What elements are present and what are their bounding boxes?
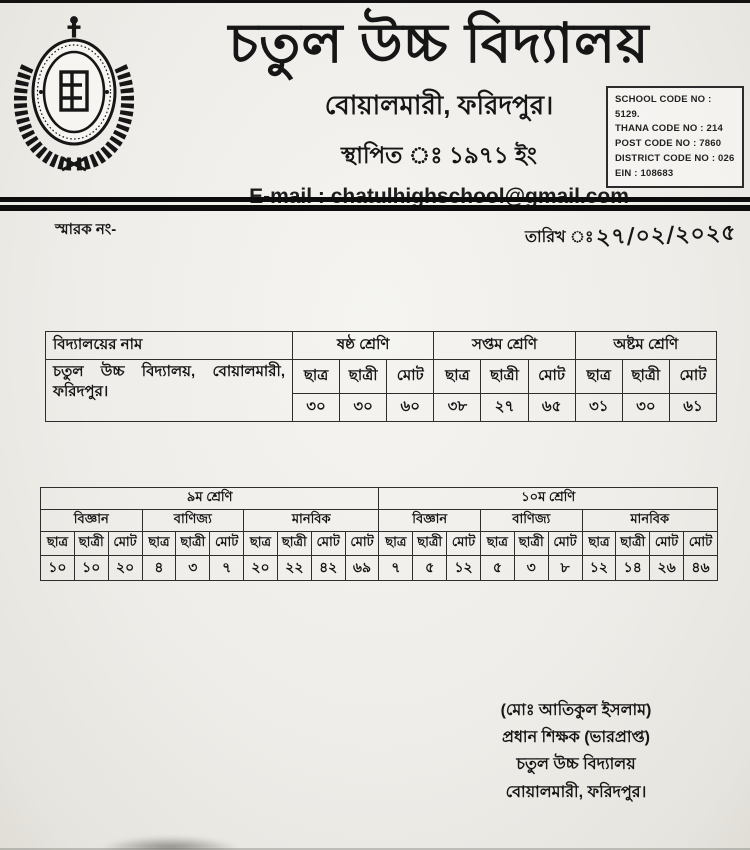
c9-grand-total: ৬৯ xyxy=(345,556,379,581)
class9-science-header: বিজ্ঞান xyxy=(41,510,143,532)
memo-date-row xyxy=(55,218,736,255)
c10-com-girls-h: ছাত্রী xyxy=(514,532,548,556)
class6-boys-value: ৩০ xyxy=(293,394,340,422)
c9-com-boys: ৪ xyxy=(142,556,176,581)
c9-com-girls: ৩ xyxy=(176,556,210,581)
class7-girls-value: ২৭ xyxy=(481,394,528,422)
c9-hum-total: ৪২ xyxy=(311,556,345,581)
post-code: POST CODE NO : 7860 xyxy=(615,138,722,150)
school-codes-box xyxy=(606,86,744,188)
signatory-school: চতুল উচ্চ বিদ্যালয় xyxy=(516,756,636,774)
class10-science-header: বিজ্ঞান xyxy=(379,510,481,532)
c9-hum-girls: ২২ xyxy=(277,556,311,581)
c10-com-boys: ৫ xyxy=(480,556,514,581)
c9-hum-total-h: মোট xyxy=(311,532,345,556)
c9-hum-boys: ২০ xyxy=(244,556,278,581)
school-name-cell: চতুল উচ্চ বিদ্যালয়, বোয়ালমারী, ফরিদপুর। xyxy=(46,360,293,422)
c10-grand-total-h: মোট xyxy=(684,532,718,556)
class6-girls-header: ছাত্রী xyxy=(340,360,387,394)
class10-humanities-header: মানবিক xyxy=(582,510,718,532)
c10-sci-boys: ৭ xyxy=(379,556,413,581)
signature-block xyxy=(443,697,709,806)
scan-edge-line xyxy=(0,0,750,3)
date-label: তারিখ ঃ xyxy=(525,229,594,246)
class6-boys-header: ছাত্র xyxy=(293,360,340,394)
c10-hum-boys-h: ছাত্র xyxy=(582,532,616,556)
c9-sci-girls-h: ছাত্রী xyxy=(74,532,108,556)
class10-header: ১০ম শ্রেণি xyxy=(379,488,718,510)
signatory-name: (মোঃ আতিকুল ইসলাম) xyxy=(500,702,652,719)
handwritten-date: ২৭/০২/২০২৫ xyxy=(595,219,737,251)
c10-sci-total: ১২ xyxy=(447,556,481,581)
class8-boys-header: ছাত্র xyxy=(575,360,622,394)
eiin-code: EIN : 108683 xyxy=(615,167,674,179)
school-logo-icon xyxy=(14,12,134,180)
c10-com-girls: ৩ xyxy=(514,556,548,581)
c9-sci-total-h: মোট xyxy=(108,532,142,556)
c9-sci-boys: ১০ xyxy=(41,556,75,581)
signatory-address: বোয়ালমারী, ফরিদপুর। xyxy=(505,783,647,801)
school-location: বোয়ালমারী, ফরিদপুর। xyxy=(324,89,554,120)
divider-rule-top xyxy=(0,197,750,202)
date-field xyxy=(525,218,736,255)
class9-header: ৯ম শ্রেণি xyxy=(41,488,379,510)
torch-icon xyxy=(68,17,80,37)
c10-com-total: ৮ xyxy=(548,556,582,581)
enrollment-table-class9-10 xyxy=(40,487,718,581)
c10-sci-boys-h: ছাত্র xyxy=(379,532,413,556)
class8-header: অষ্টম শ্রেণি xyxy=(575,332,716,360)
c10-hum-total: ২৬ xyxy=(650,556,684,581)
class9-humanities-header: মানবিক xyxy=(244,510,379,532)
c9-grand-total-h: মোট xyxy=(345,532,379,556)
class8-boys-value: ৩১ xyxy=(575,394,622,422)
divider-rule-bottom xyxy=(0,205,750,211)
c9-com-total-h: মোট xyxy=(210,532,244,556)
c10-sci-girls-h: ছাত্রী xyxy=(413,532,447,556)
c9-sci-boys-h: ছাত্র xyxy=(41,532,75,556)
c9-sci-girls: ১০ xyxy=(74,556,108,581)
class8-total-header: মোট xyxy=(669,360,716,394)
c10-hum-girls: ১৪ xyxy=(616,556,650,581)
c10-grand-total: ৪৬ xyxy=(684,556,718,581)
class9-commerce-header: বাণিজ্য xyxy=(142,510,244,532)
class7-total-header: মোট xyxy=(528,360,575,394)
c10-com-total-h: মোট xyxy=(548,532,582,556)
class6-header: ষষ্ঠ শ্রেণি xyxy=(293,332,434,360)
school-title: চতুল উচ্চ বিদ্যালয় xyxy=(228,12,650,74)
class8-girls-header: ছাত্রী xyxy=(622,360,669,394)
class8-total-value: ৬১ xyxy=(669,394,716,422)
established-year: স্থাপিত ঃ ১৯৭১ ইং xyxy=(341,141,537,168)
signatory-designation: প্রধান শিক্ষক (ভারপ্রাপ্ত) xyxy=(502,729,650,747)
c10-hum-girls-h: ছাত্রী xyxy=(616,532,650,556)
class7-boys-header: ছাত্র xyxy=(434,360,481,394)
c10-com-boys-h: ছাত্র xyxy=(480,532,514,556)
thana-code: THANA CODE NO : 214 xyxy=(615,123,723,135)
c10-sci-girls: ৫ xyxy=(413,556,447,581)
class7-header: সপ্তম শ্রেণি xyxy=(434,332,575,360)
c10-hum-boys: ১২ xyxy=(582,556,616,581)
class7-boys-value: ৩৮ xyxy=(434,394,481,422)
enrollment-table-class6-8 xyxy=(45,331,717,422)
c10-sci-total-h: মোট xyxy=(447,532,481,556)
school-code: SCHOOL CODE NO : 5129. xyxy=(615,94,712,120)
class6-girls-value: ৩০ xyxy=(340,394,387,422)
class7-total-value: ৬৫ xyxy=(528,394,575,422)
c9-com-girls-h: ছাত্রী xyxy=(176,532,210,556)
class7-girls-header: ছাত্রী xyxy=(481,360,528,394)
c10-hum-total-h: মোট xyxy=(650,532,684,556)
district-code: DISTRICT CODE NO : 026 xyxy=(615,152,735,164)
c9-sci-total: ২০ xyxy=(108,556,142,581)
class6-total-header: মোট xyxy=(387,360,434,394)
class8-girls-value: ৩০ xyxy=(622,394,669,422)
class10-commerce-header: বাণিজ্য xyxy=(480,510,582,532)
class6-total-value: ৬০ xyxy=(387,394,434,422)
c9-com-total: ৭ xyxy=(210,556,244,581)
memo-number-label: স্মারক নং- xyxy=(55,221,117,238)
c9-hum-girls-h: ছাত্রী xyxy=(277,532,311,556)
c9-hum-boys-h: ছাত্র xyxy=(244,532,278,556)
table1-name-header: বিদ্যালয়ের নাম xyxy=(46,332,293,360)
c9-com-boys-h: ছাত্র xyxy=(142,532,176,556)
